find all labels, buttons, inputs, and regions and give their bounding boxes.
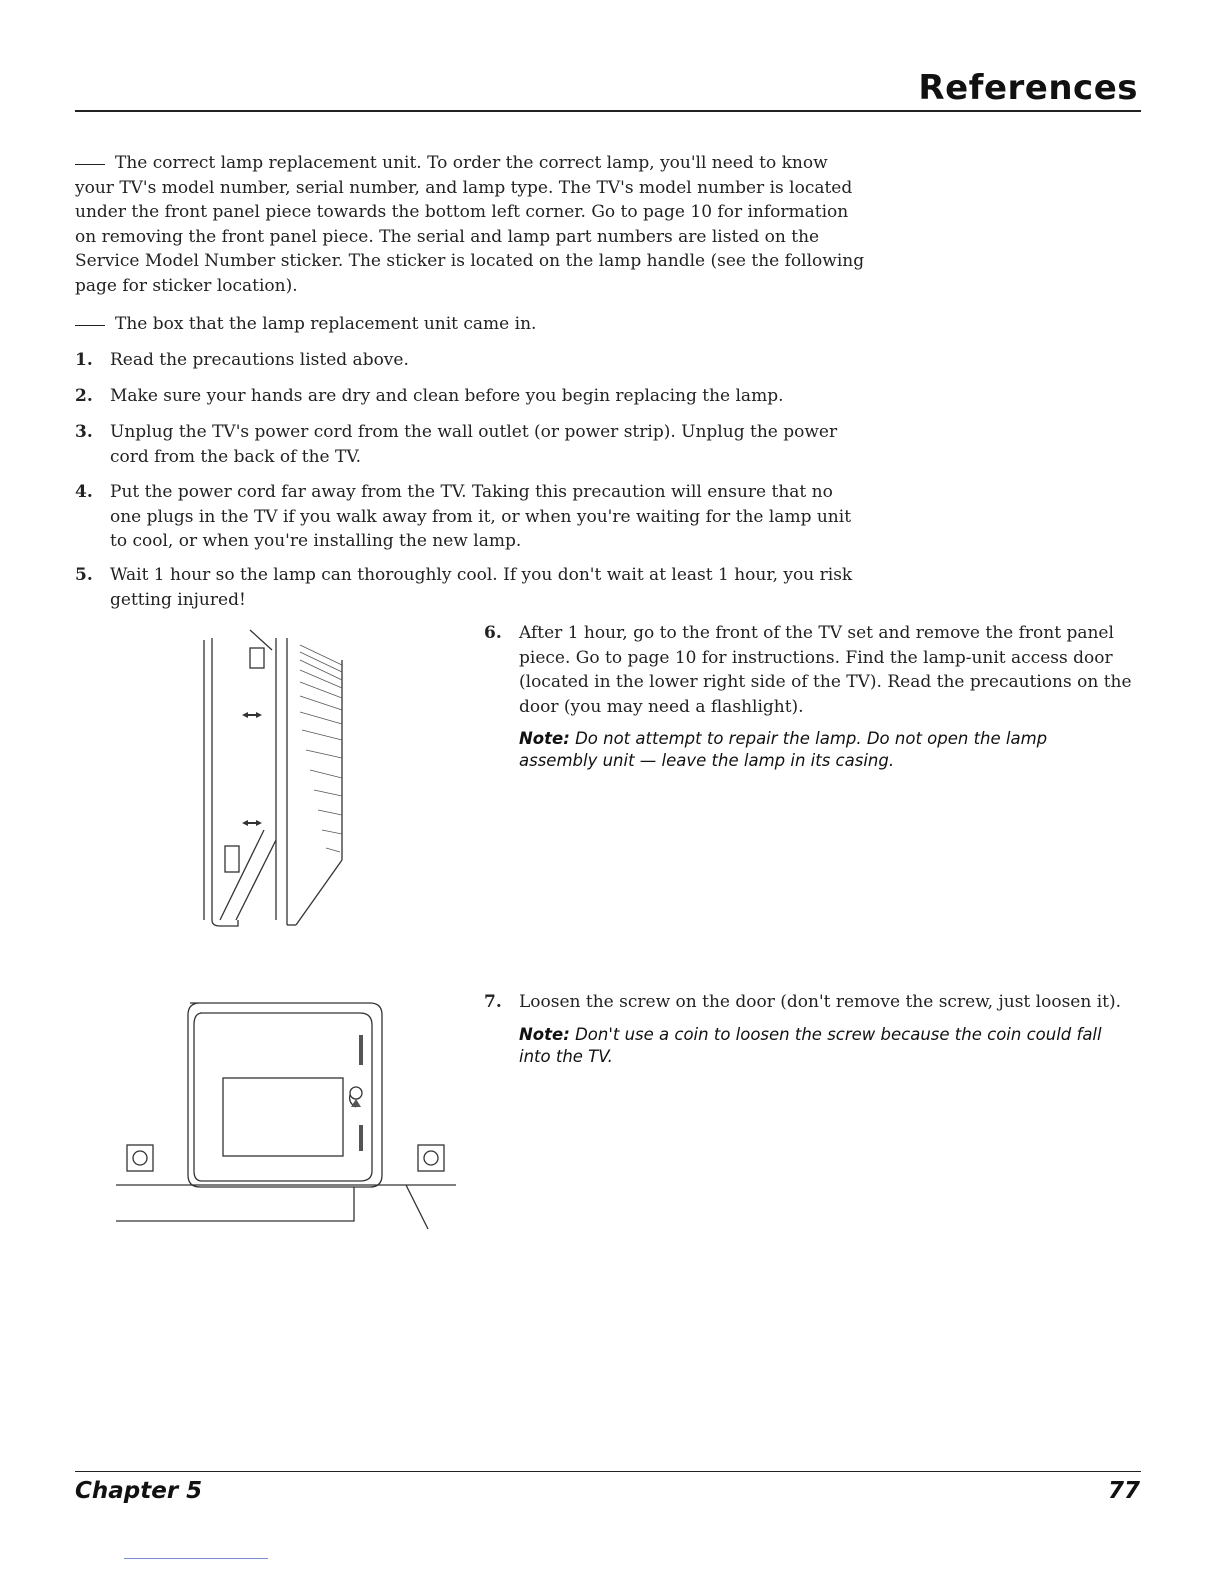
- step-5: [75, 563, 865, 612]
- step-text: Put the power cord far away from the TV. Taking this precaution will ensure that no one plugs in the TV if you walk away from it, or when you're waiting for the lamp unit to cool, or when you're installing the new lamp.: [110, 482, 852, 552]
- note-label: Note:: [519, 729, 570, 748]
- step-number: 5.: [75, 565, 93, 585]
- step-text: Wait 1 hour so the lamp can thoroughly cool. If you don't wait at least 1 hour, you risk getting injured!: [110, 565, 853, 610]
- footer-page-number: 77: [1107, 1478, 1140, 1504]
- lamp-access-door-illustration: [110, 995, 470, 1235]
- step-4: [75, 480, 865, 554]
- step-number: 7.: [484, 992, 502, 1012]
- step-1: [75, 348, 865, 373]
- note-text: Do not attempt to repair the lamp. Do not open the lamp assembly unit — leave the lamp in its casing.: [519, 729, 1048, 770]
- checklist-item: The correct lamp replacement unit. To order the correct lamp, you'll need to know your TV's model number, serial number, and lamp type. The TV's model number is located under the front panel piece towards the bottom left corner. Go to page 10 for information on removing the front panel piece. The serial and lamp part numbers are listed on the Service Model Number sticker. The sticker is located on the lamp handle (see the following page for sticker location).: [75, 153, 865, 296]
- step-3: [75, 420, 865, 469]
- step-number: 2.: [75, 386, 93, 406]
- step-number: 3.: [75, 422, 93, 442]
- decorative-line: [124, 1558, 268, 1559]
- step-text: Unplug the TV's power cord from the wall outlet (or power strip). Unplug the power cord from the back of the TV.: [110, 422, 838, 467]
- step-text: Make sure your hands are dry and clean before you begin replacing the lamp.: [110, 386, 784, 406]
- footer-chapter: Chapter 5: [75, 1478, 203, 1504]
- note-text: Don't use a coin to loosen the screw because the coin could fall into the TV.: [519, 1025, 1102, 1066]
- checklist-item: The box that the lamp replacement unit came in.: [75, 312, 865, 337]
- footer-rule: [75, 1471, 1141, 1472]
- checkbox-blank: [75, 164, 105, 165]
- step-text: After 1 hour, go to the front of the TV set and remove the front panel piece. Go to page 10 for instructions. Find the lamp-unit access door (located in the lower right side of the TV). Read the precautions on the door (you may need a flashlight).: [519, 623, 1132, 717]
- header-rule: [75, 110, 1141, 112]
- step-number: 1.: [75, 350, 93, 370]
- step-number: 6.: [484, 623, 502, 643]
- checkbox-blank: [75, 325, 105, 326]
- tv-side-panel-illustration: [190, 620, 360, 940]
- note-label: Note:: [519, 1025, 570, 1044]
- note-repair: [519, 728, 1079, 772]
- step-number: 4.: [75, 482, 93, 502]
- step-2: [75, 384, 865, 409]
- step-text: Loosen the screw on the door (don't remove the screw, just loosen it).: [519, 992, 1122, 1012]
- note-coin: [519, 1024, 1119, 1068]
- step-6: [484, 621, 1134, 719]
- step-text: Read the precautions listed above.: [110, 350, 409, 370]
- page-header-title: References: [918, 68, 1138, 108]
- step-7: [484, 990, 1134, 1015]
